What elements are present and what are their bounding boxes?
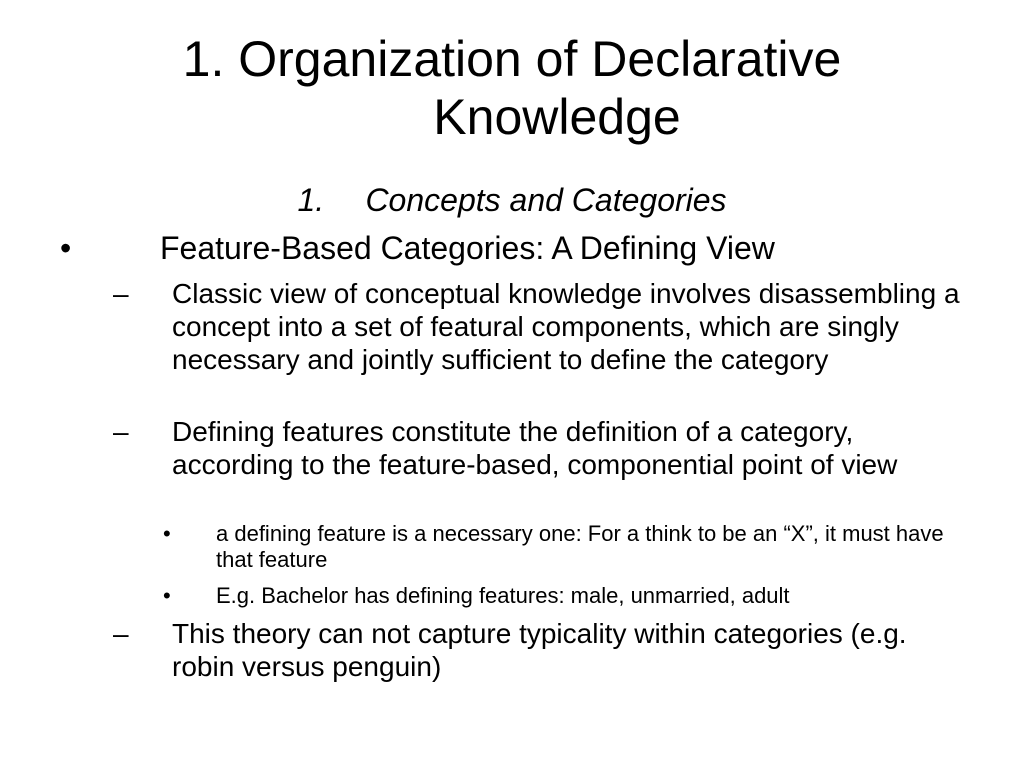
dash-marker: – <box>113 416 129 447</box>
slide-subtitle <box>0 180 1024 220</box>
sub-bullet-1 <box>163 521 973 573</box>
dash-item-text: Defining features constitute the definition of a category, according to the feature-based, componential point of view <box>172 416 898 480</box>
bullet-marker: • <box>60 230 72 266</box>
title-line-2: Knowledge <box>433 89 681 145</box>
sub-bullet-2 <box>163 583 973 609</box>
dash-item-text: Classic view of conceptual knowledge involves disassembling a concept into a set of featural components, which are singly necessary and jointly sufficient to define the category <box>172 278 960 375</box>
title-line-1: 1. Organization of Declarative <box>182 31 842 87</box>
main-bullet <box>60 229 1000 267</box>
dash-item-2 <box>113 415 973 481</box>
dash-item-3 <box>113 617 973 683</box>
dash-marker: – <box>113 278 129 309</box>
main-bullet-text: Feature-Based Categories: A Defining View <box>160 230 775 266</box>
subtitle-number: 1. <box>297 182 325 218</box>
sub-bullet-text: a defining feature is a necessary one: For a think to be an “X”, it must have that feature <box>216 521 944 572</box>
sub-bullet-marker: • <box>163 583 171 608</box>
slide-title <box>100 30 924 146</box>
sub-bullet-marker: • <box>163 521 171 546</box>
sub-bullet-text: E.g. Bachelor has defining features: male, unmarried, adult <box>216 583 790 608</box>
subtitle-text: Concepts and Categories <box>365 182 727 218</box>
dash-marker: – <box>113 618 129 649</box>
dash-item-1 <box>113 277 973 376</box>
dash-item-text: This theory can not capture typicality within categories (e.g. robin versus penguin) <box>172 618 907 682</box>
